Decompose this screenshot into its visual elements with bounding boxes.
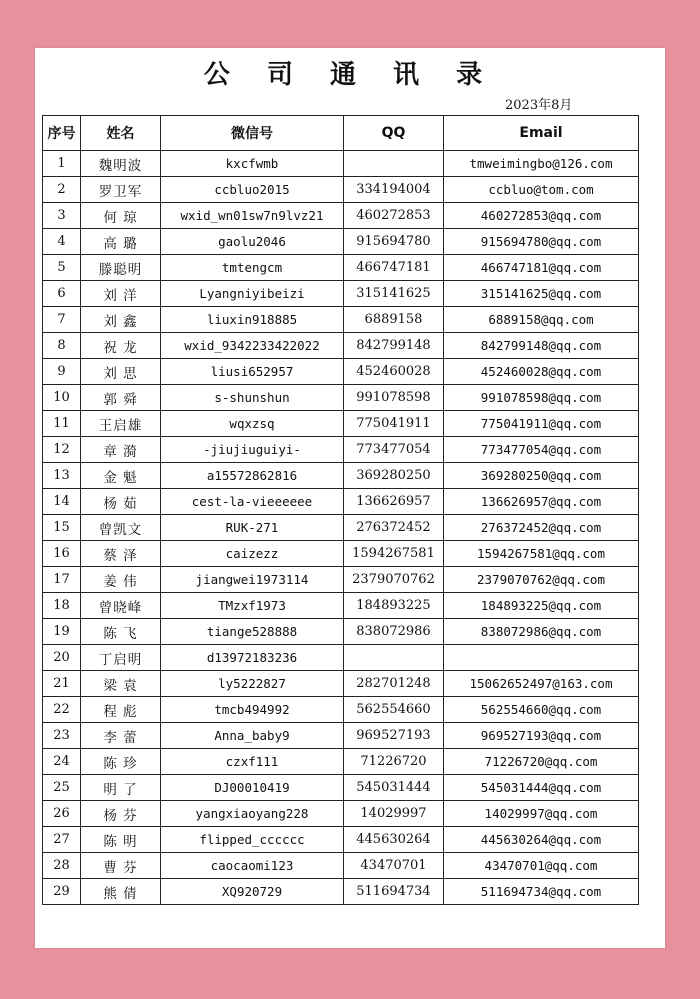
qq-cell: 545031444 xyxy=(344,775,444,801)
email-cell: 452460028@qq.com xyxy=(444,359,639,385)
name-cell: 陈 明 xyxy=(81,827,161,853)
row-number-cell: 9 xyxy=(43,359,81,385)
email-cell: 2379070762@qq.com xyxy=(444,567,639,593)
name-cell: 曾凯文 xyxy=(81,515,161,541)
qq-cell: 562554660 xyxy=(344,697,444,723)
table-row xyxy=(43,853,639,879)
row-number-cell: 21 xyxy=(43,671,81,697)
row-number-cell: 11 xyxy=(43,411,81,437)
name-cell: 明 了 xyxy=(81,775,161,801)
qq-cell: 334194004 xyxy=(344,177,444,203)
table-row xyxy=(43,307,639,333)
row-number-cell: 10 xyxy=(43,385,81,411)
row-number-cell: 23 xyxy=(43,723,81,749)
table-header-row xyxy=(43,116,639,151)
table-row xyxy=(43,801,639,827)
wechat-cell: yangxiaoyang228 xyxy=(161,801,344,827)
table-row xyxy=(43,203,639,229)
table-row xyxy=(43,593,639,619)
qq-cell: 184893225 xyxy=(344,593,444,619)
wechat-cell: ly5222827 xyxy=(161,671,344,697)
table-row xyxy=(43,645,639,671)
table-row xyxy=(43,723,639,749)
row-number-cell: 1 xyxy=(43,151,81,177)
table-row xyxy=(43,385,639,411)
email-cell: 43470701@qq.com xyxy=(444,853,639,879)
qq-cell: 1594267581 xyxy=(344,541,444,567)
row-number-cell: 28 xyxy=(43,853,81,879)
document-page xyxy=(35,48,665,948)
wechat-cell: ccbluo2015 xyxy=(161,177,344,203)
wechat-cell: Lyangniyibeizi xyxy=(161,281,344,307)
wechat-cell: Anna_baby9 xyxy=(161,723,344,749)
row-number-cell: 8 xyxy=(43,333,81,359)
wechat-cell: czxf111 xyxy=(161,749,344,775)
wechat-cell: DJ00010419 xyxy=(161,775,344,801)
table-row xyxy=(43,437,639,463)
qq-cell: 969527193 xyxy=(344,723,444,749)
qq-cell: 6889158 xyxy=(344,307,444,333)
qq-cell: 838072986 xyxy=(344,619,444,645)
table-body xyxy=(43,151,639,905)
name-cell: 刘 鑫 xyxy=(81,307,161,333)
wechat-cell: tmtengcm xyxy=(161,255,344,281)
name-cell: 滕聪明 xyxy=(81,255,161,281)
column-header-wechat: 微信号 xyxy=(161,116,344,151)
wechat-cell: TMzxf1973 xyxy=(161,593,344,619)
row-number-cell: 13 xyxy=(43,463,81,489)
table-row xyxy=(43,489,639,515)
wechat-cell: -jiujiuguiyi- xyxy=(161,437,344,463)
row-number-cell: 25 xyxy=(43,775,81,801)
row-number-cell: 27 xyxy=(43,827,81,853)
table-row xyxy=(43,749,639,775)
name-cell: 陈 珍 xyxy=(81,749,161,775)
row-number-cell: 22 xyxy=(43,697,81,723)
table-row xyxy=(43,333,639,359)
table-row xyxy=(43,463,639,489)
table-row xyxy=(43,619,639,645)
email-cell: 775041911@qq.com xyxy=(444,411,639,437)
wechat-cell: liuxin918885 xyxy=(161,307,344,333)
name-cell: 郭 舜 xyxy=(81,385,161,411)
table-row xyxy=(43,541,639,567)
table-row xyxy=(43,281,639,307)
qq-cell: 369280250 xyxy=(344,463,444,489)
table-row xyxy=(43,827,639,853)
qq-cell: 842799148 xyxy=(344,333,444,359)
wechat-cell: wqxzsq xyxy=(161,411,344,437)
email-cell: 773477054@qq.com xyxy=(444,437,639,463)
qq-cell: 43470701 xyxy=(344,853,444,879)
row-number-cell: 14 xyxy=(43,489,81,515)
name-cell: 刘 思 xyxy=(81,359,161,385)
name-cell: 程 彪 xyxy=(81,697,161,723)
qq-cell: 315141625 xyxy=(344,281,444,307)
document-date: 2023年8月 xyxy=(505,98,573,113)
wechat-cell: wxid_wn01sw7n9lvz21 xyxy=(161,203,344,229)
email-cell: 545031444@qq.com xyxy=(444,775,639,801)
email-cell: 511694734@qq.com xyxy=(444,879,639,905)
wechat-cell: liusi652957 xyxy=(161,359,344,385)
wechat-cell: wxid_9342233422022 xyxy=(161,333,344,359)
email-cell: 315141625@qq.com xyxy=(444,281,639,307)
row-number-cell: 4 xyxy=(43,229,81,255)
email-cell xyxy=(444,645,639,671)
table-row xyxy=(43,879,639,905)
name-cell: 刘 洋 xyxy=(81,281,161,307)
qq-cell: 991078598 xyxy=(344,385,444,411)
qq-cell xyxy=(344,645,444,671)
contact-table xyxy=(42,115,639,905)
table-row xyxy=(43,697,639,723)
email-cell: 838072986@qq.com xyxy=(444,619,639,645)
qq-cell: 445630264 xyxy=(344,827,444,853)
name-cell: 姜 伟 xyxy=(81,567,161,593)
row-number-cell: 20 xyxy=(43,645,81,671)
wechat-cell: kxcfwmb xyxy=(161,151,344,177)
row-number-cell: 2 xyxy=(43,177,81,203)
qq-cell: 71226720 xyxy=(344,749,444,775)
row-number-cell: 3 xyxy=(43,203,81,229)
table-row xyxy=(43,177,639,203)
column-header-qq: QQ xyxy=(344,116,444,151)
row-number-cell: 26 xyxy=(43,801,81,827)
row-number-cell: 17 xyxy=(43,567,81,593)
qq-cell: 2379070762 xyxy=(344,567,444,593)
wechat-cell: RUK-271 xyxy=(161,515,344,541)
table-row xyxy=(43,411,639,437)
qq-cell: 915694780 xyxy=(344,229,444,255)
email-cell: 276372452@qq.com xyxy=(444,515,639,541)
row-number-cell: 6 xyxy=(43,281,81,307)
name-cell: 李 蕾 xyxy=(81,723,161,749)
email-cell: tmweimingbo@126.com xyxy=(444,151,639,177)
wechat-cell: caocaomi123 xyxy=(161,853,344,879)
table-row xyxy=(43,671,639,697)
name-cell: 杨 茹 xyxy=(81,489,161,515)
wechat-cell: a15572862816 xyxy=(161,463,344,489)
row-number-cell: 29 xyxy=(43,879,81,905)
name-cell: 高 璐 xyxy=(81,229,161,255)
email-cell: ccbluo@tom.com xyxy=(444,177,639,203)
table-row xyxy=(43,229,639,255)
email-cell: 445630264@qq.com xyxy=(444,827,639,853)
name-cell: 章 漪 xyxy=(81,437,161,463)
qq-cell: 276372452 xyxy=(344,515,444,541)
wechat-cell: cest-la-vieeeeee xyxy=(161,489,344,515)
email-cell: 460272853@qq.com xyxy=(444,203,639,229)
column-header-no: 序号 xyxy=(43,116,81,151)
row-number-cell: 24 xyxy=(43,749,81,775)
email-cell: 915694780@qq.com xyxy=(444,229,639,255)
email-cell: 969527193@qq.com xyxy=(444,723,639,749)
name-cell: 梁 袁 xyxy=(81,671,161,697)
qq-cell: 282701248 xyxy=(344,671,444,697)
row-number-cell: 12 xyxy=(43,437,81,463)
qq-cell: 460272853 xyxy=(344,203,444,229)
wechat-cell: XQ920729 xyxy=(161,879,344,905)
name-cell: 金 魁 xyxy=(81,463,161,489)
row-number-cell: 16 xyxy=(43,541,81,567)
name-cell: 蔡 泽 xyxy=(81,541,161,567)
email-cell: 136626957@qq.com xyxy=(444,489,639,515)
email-cell: 1594267581@qq.com xyxy=(444,541,639,567)
wechat-cell: tiange528888 xyxy=(161,619,344,645)
wechat-cell: tmcb494992 xyxy=(161,697,344,723)
wechat-cell: s-shunshun xyxy=(161,385,344,411)
qq-cell: 466747181 xyxy=(344,255,444,281)
qq-cell: 14029997 xyxy=(344,801,444,827)
qq-cell xyxy=(344,151,444,177)
name-cell: 熊 倩 xyxy=(81,879,161,905)
table-row xyxy=(43,359,639,385)
wechat-cell: jiangwei1973114 xyxy=(161,567,344,593)
row-number-cell: 18 xyxy=(43,593,81,619)
table-row xyxy=(43,255,639,281)
name-cell: 杨 芬 xyxy=(81,801,161,827)
qq-cell: 452460028 xyxy=(344,359,444,385)
email-cell: 184893225@qq.com xyxy=(444,593,639,619)
qq-cell: 773477054 xyxy=(344,437,444,463)
name-cell: 曹 芬 xyxy=(81,853,161,879)
name-cell: 祝 龙 xyxy=(81,333,161,359)
email-cell: 71226720@qq.com xyxy=(444,749,639,775)
row-number-cell: 19 xyxy=(43,619,81,645)
qq-cell: 775041911 xyxy=(344,411,444,437)
wechat-cell: flipped_cccccc xyxy=(161,827,344,853)
name-cell: 王启雄 xyxy=(81,411,161,437)
table-row xyxy=(43,515,639,541)
wechat-cell: gaolu2046 xyxy=(161,229,344,255)
email-cell: 562554660@qq.com xyxy=(444,697,639,723)
name-cell: 何 琼 xyxy=(81,203,161,229)
email-cell: 842799148@qq.com xyxy=(444,333,639,359)
wechat-cell: caizezz xyxy=(161,541,344,567)
row-number-cell: 7 xyxy=(43,307,81,333)
name-cell: 丁启明 xyxy=(81,645,161,671)
email-cell: 14029997@qq.com xyxy=(444,801,639,827)
column-header-name: 姓名 xyxy=(81,116,161,151)
email-cell: 991078598@qq.com xyxy=(444,385,639,411)
email-cell: 369280250@qq.com xyxy=(444,463,639,489)
qq-cell: 136626957 xyxy=(344,489,444,515)
qq-cell: 511694734 xyxy=(344,879,444,905)
page-title: 公 司 通 讯 录 xyxy=(203,60,497,90)
table-row xyxy=(43,567,639,593)
column-header-email: Email xyxy=(444,116,639,151)
name-cell: 曾晓峰 xyxy=(81,593,161,619)
email-cell: 466747181@qq.com xyxy=(444,255,639,281)
row-number-cell: 5 xyxy=(43,255,81,281)
name-cell: 陈 飞 xyxy=(81,619,161,645)
table-row xyxy=(43,151,639,177)
name-cell: 魏明波 xyxy=(81,151,161,177)
email-cell: 15062652497@163.com xyxy=(444,671,639,697)
name-cell: 罗卫军 xyxy=(81,177,161,203)
row-number-cell: 15 xyxy=(43,515,81,541)
table-row xyxy=(43,775,639,801)
wechat-cell: d13972183236 xyxy=(161,645,344,671)
email-cell: 6889158@qq.com xyxy=(444,307,639,333)
